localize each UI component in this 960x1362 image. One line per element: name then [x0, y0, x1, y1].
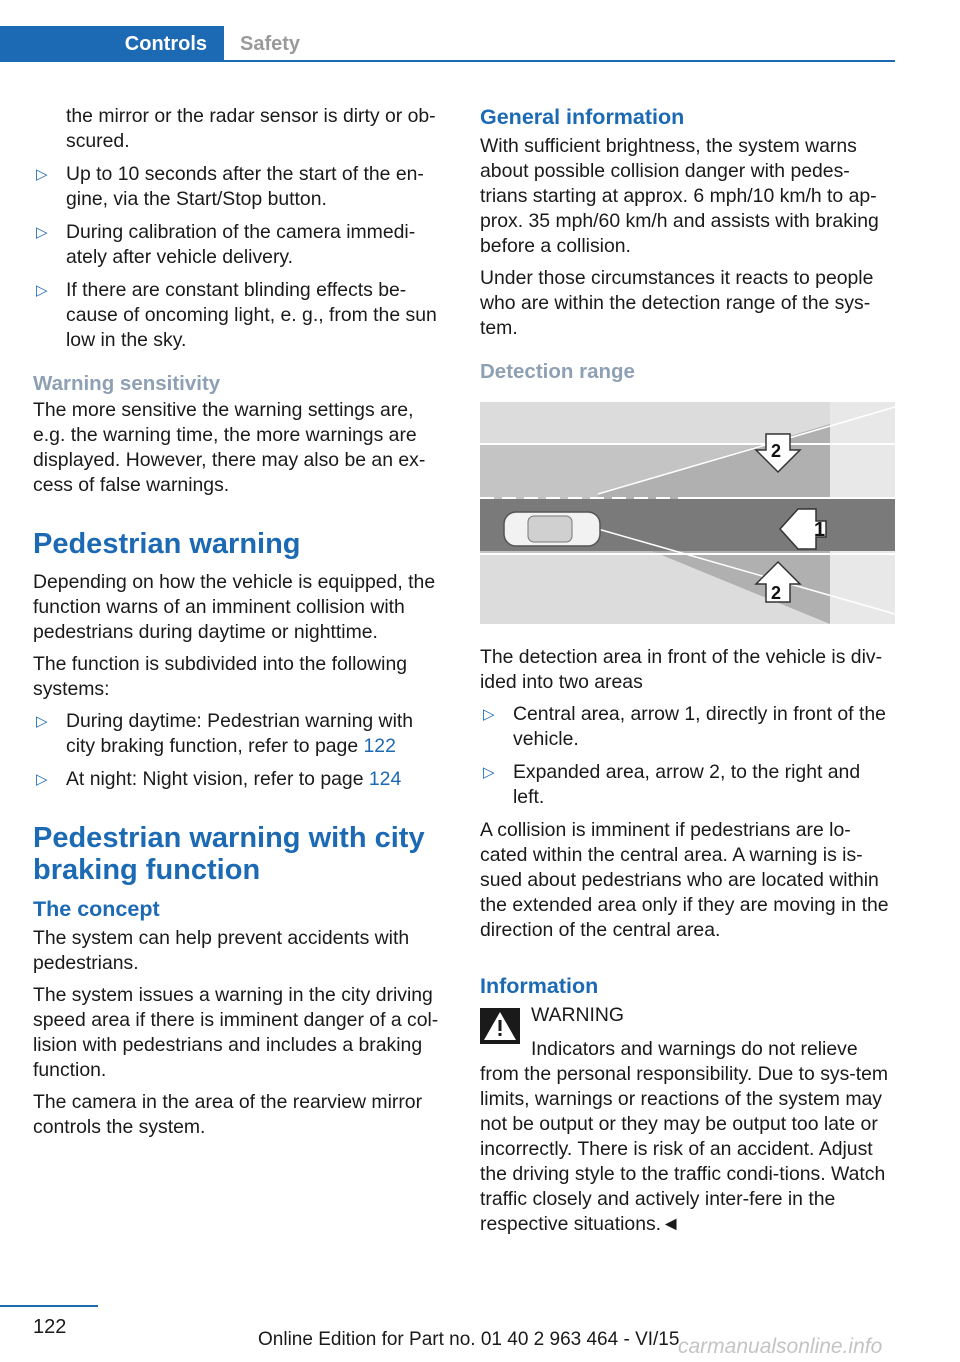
warning-sensitivity-text: The more sensitive the warning settings are, e.g. the warning time, the more warnings are displayed. However, there may also be an ex-cess of false warnings.: [33, 399, 426, 496]
warning-block: [480, 1003, 896, 1037]
pedestrian-warning-paragraph: Depending on how the vehicle is equipped, the function warns of an imminent collision with pedestrians during daytime or nighttime.: [33, 571, 436, 643]
list-item: ▷ During daytime: Pedestrian warning with city braking function, refer to page 122: [36, 710, 414, 757]
left-column: [33, 104, 447, 1147]
concept-paragraph: The system can help prevent accidents with pedestrians.: [33, 927, 410, 974]
concept-heading: The concept: [33, 897, 160, 921]
list-item: ▷ Central area, arrow 1, directly in front of the vehicle.: [483, 703, 886, 750]
car-icon: [504, 512, 600, 546]
concept-paragraph: The camera in the area of the rearview mirror controls the system.: [33, 1091, 423, 1138]
detection-paragraph: A collision is imminent if pedestrians are lo-cated within the central area. A warning is is-sued about pedestrians who are located within the extended area only if they are moving in the direction of the central area.: [480, 819, 889, 941]
page-link[interactable]: 124: [368, 768, 402, 790]
header-rule: [0, 60, 895, 62]
list-item: ▷ Expanded area, arrow 2, to the right and left.: [483, 761, 861, 808]
detection-range-figure: [480, 402, 895, 624]
continued-text: the mirror or the radar sensor is dirty or ob-scured.: [66, 105, 436, 152]
list-item: ▷ During calibration of the camera immedi-ately after vehicle delivery.: [36, 221, 416, 268]
warning-triangle-icon: [480, 1008, 520, 1044]
list-item: ▷ If there are constant blinding effects be-cause of oncoming light, e. g., from the sun low in the sky.: [36, 279, 437, 351]
list-item: ▷ At night: Night vision, refer to page 124: [36, 768, 402, 790]
footer-rule: [0, 1305, 98, 1307]
detection-paragraph: The detection area in front of the vehicle is div-ided into two areas: [480, 646, 883, 693]
areas-list: [480, 702, 896, 810]
header-tabs: [0, 26, 895, 62]
triangle-bullet-icon: ▷: [483, 706, 495, 723]
information-heading: Information: [480, 974, 599, 998]
watermark: carmanualsonline.info: [678, 1335, 883, 1358]
general-paragraph: With sufficient brightness, the system warns about possible collision danger with pedes-trians starting at approx. 6 mph/10 km/h to ap-prox. 35 mph/60 km/h and assists with braking before a collision.: [480, 135, 879, 257]
page-number: 122: [33, 1316, 67, 1338]
edition-text: Online Edition for Part no. 01 40 2 963 464 - VI/15: [258, 1329, 680, 1350]
warning-text: Indicators and warnings do not relieve from the personal responsibility. Due to sys-tem limits, warnings or reactions of the system may not be output or they may be output too late or incorrectly. There is risk of an accident. Adjust the driving style to the traffic condi-tions. Watch traffic closely and actively inter-fere in the respective situations.◄: [480, 1038, 889, 1235]
triangle-bullet-icon: ▷: [483, 764, 495, 781]
triangle-bullet-icon: ▷: [36, 282, 48, 299]
warning-sensitivity-heading: Warning sensitivity: [33, 372, 221, 395]
triangle-bullet-icon: ▷: [36, 166, 48, 183]
tab-controls[interactable]: Controls: [0, 26, 224, 62]
detection-range-heading: Detection range: [480, 360, 635, 383]
conditions-list: [33, 162, 447, 353]
systems-list: [33, 709, 447, 792]
tab-safety[interactable]: Safety: [240, 33, 301, 55]
arrow-1-label: 1: [814, 519, 826, 541]
right-column: [480, 104, 896, 1244]
arrow-2-top-label: 2: [771, 441, 782, 461]
list-item: ▷ Up to 10 seconds after the start of the en-gine, via the Start/Stop button.: [36, 163, 424, 210]
city-braking-heading: Pedestrian warning with city braking function: [33, 822, 425, 886]
pedestrian-warning-heading: Pedestrian warning: [33, 528, 301, 560]
general-information-heading: General information: [480, 105, 685, 129]
arrow-2-bottom-label: 2: [771, 583, 782, 603]
page-link[interactable]: 122: [363, 735, 396, 757]
general-paragraph: Under those circumstances it reacts to people who are within the detection range of the sys-tem.: [480, 267, 874, 339]
triangle-bullet-icon: ▷: [36, 771, 48, 788]
triangle-bullet-icon: ▷: [36, 224, 48, 241]
triangle-bullet-icon: ▷: [36, 713, 48, 730]
concept-paragraph: The system issues a warning in the city driving speed area if there is imminent danger of a col-lision with pedestrians and includes a braking function.: [33, 984, 439, 1081]
pedestrian-warning-paragraph: The function is subdivided into the following systems:: [33, 653, 408, 700]
warning-label: WARNING: [531, 1004, 624, 1026]
